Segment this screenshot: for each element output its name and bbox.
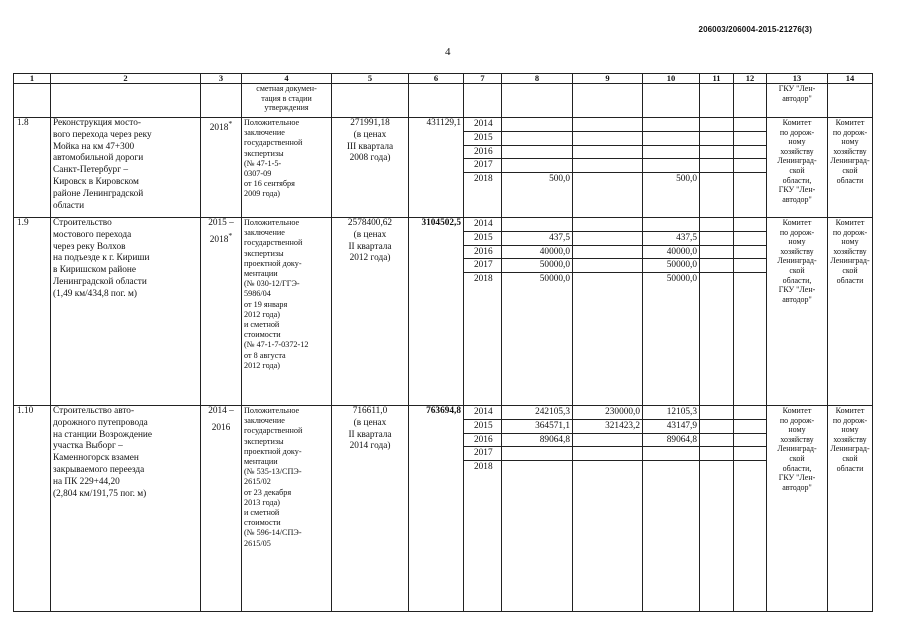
document-number: 206003/206004-2015-21276(3) — [698, 25, 812, 34]
header-cell: 9 — [573, 74, 643, 84]
total-funding-cell — [502, 218, 572, 232]
year-cell: 2017 — [464, 259, 501, 273]
object-name: Строительство авто- дорожного путепровода на станции Возрождение участка Выборг – Каменногорск взамен закрываемого переезда на ПК 229+44,20 (2,804 км/191,75 пог. м) — [51, 406, 201, 612]
header-cell: 12 — [734, 74, 767, 84]
year-cell: 2018 — [474, 274, 493, 285]
year-cell: 2014 — [464, 406, 501, 420]
header-cell: 11 — [700, 74, 734, 84]
total-cost: 763694,8 — [409, 406, 464, 612]
regional-funding-cell: 437,5 — [643, 232, 699, 246]
years-column — [464, 406, 502, 612]
total-funding-cell: 500,0 — [549, 174, 570, 185]
manager-cell: Комитет по дорож- ному хозяйству Ленинград- ской области — [828, 118, 873, 218]
header-cell: 6 — [409, 74, 464, 84]
total-funding-cell: 50000,0 — [502, 259, 572, 273]
estimated-cost: 716611,0 (в ценах II квартала 2014 года) — [332, 406, 409, 612]
regional-funding-cell: 12105,3 — [643, 406, 699, 420]
funding-total-column — [502, 118, 573, 218]
item-number: 1.8 — [14, 118, 51, 218]
funding-local-column — [700, 218, 734, 406]
header-cell: 13 — [767, 74, 828, 84]
table-row — [14, 118, 873, 218]
header-cell: 14 — [828, 74, 873, 84]
total-funding-cell — [502, 132, 572, 146]
continuation-row — [14, 84, 873, 118]
regional-funding-cell — [643, 146, 699, 160]
regional-funding-cell: 500,0 — [676, 174, 697, 185]
manager-cell: Комитет по дорож- ному хозяйству Ленинград- ской области — [828, 406, 873, 612]
approval-status-text: сметная докумен- тация в стадии утверждения — [242, 84, 332, 118]
year-cell: 2015 — [464, 132, 501, 146]
regional-funding-cell — [643, 447, 699, 461]
year-cell: 2017 — [464, 159, 501, 173]
year-cell: 2016 — [464, 246, 501, 260]
federal-funding-cell — [573, 132, 642, 146]
period-note: * — [228, 119, 233, 128]
federal-funding-cell — [573, 246, 642, 260]
regional-funding-cell — [643, 159, 699, 173]
customer-cell: Комитет по дорож- ному хозяйству Ленинград- ской области, ГКУ "Лен- автодор" — [767, 118, 828, 218]
federal-funding-cell — [573, 447, 642, 461]
period-cell — [201, 406, 242, 612]
total-funding-cell: 50000,0 — [539, 274, 570, 285]
header-cell: 10 — [643, 74, 700, 84]
total-cost: 3104502,5 — [409, 218, 464, 406]
period-cell — [201, 118, 242, 218]
total-funding-cell: 437,5 — [502, 232, 572, 246]
regional-funding-cell — [643, 461, 699, 474]
federal-funding-cell — [573, 118, 642, 132]
table-row — [14, 406, 873, 612]
regional-funding-cell — [643, 118, 699, 132]
federal-funding-cell: 321423,2 — [573, 420, 642, 434]
regional-funding-cell: 43147,9 — [643, 420, 699, 434]
regional-funding-cell: 89064,8 — [643, 434, 699, 448]
year-cell: 2014 — [464, 218, 501, 232]
federal-funding-cell — [573, 146, 642, 160]
regional-funding-cell: 40000,0 — [643, 246, 699, 260]
federal-funding-cell — [573, 461, 642, 474]
program-table — [13, 73, 873, 612]
federal-funding-cell — [573, 273, 642, 286]
approval-document: Положительное заключение государственной экспертизы проектной доку- ментации (№ 030-12/ГГЭ- 5986/04 от 19 января 2012 года) и сметной стоимости (№ 47-1-7-0372-12 от 8 августа 2012 года) — [242, 218, 332, 406]
regional-funding-cell: 50000,0 — [666, 274, 697, 285]
item-number: 1.10 — [14, 406, 51, 612]
federal-funding-cell — [573, 434, 642, 448]
customer-cell: ГКУ "Лен- автодор" — [767, 84, 828, 118]
regional-funding-cell — [643, 218, 699, 232]
object-name: Реконструкция мосто- вого перехода через реку Мойка на км 47+300 автомобильной дороги Санкт-Петербург – Кировск в Кировском районе Ленинградской области — [51, 118, 201, 218]
manager-cell: Комитет по дорож- ному хозяйству Ленинград- ской области — [828, 218, 873, 406]
total-funding-cell — [502, 146, 572, 160]
header-row — [14, 74, 873, 84]
header-cell: 7 — [464, 74, 502, 84]
funding-regional-column — [643, 218, 700, 406]
federal-funding-cell — [573, 232, 642, 246]
header-cell: 2 — [51, 74, 201, 84]
approval-document: Положительное заключение государственной экспертизы проектной доку- ментации (№ 535-13/СПЭ- 2615/02 от 23 декабря 2013 года) и сметной стоимости (№ 596-14/СПЭ- 2615/05 — [242, 406, 332, 612]
total-funding-cell — [502, 447, 572, 461]
total-funding-cell — [502, 461, 572, 474]
year-cell: 2015 — [464, 232, 501, 246]
federal-funding-cell — [573, 173, 642, 186]
total-funding-cell: 242105,3 — [502, 406, 572, 420]
year-cell: 2016 — [464, 146, 501, 160]
period-cell — [201, 218, 242, 406]
estimated-cost: 271991,18 (в ценах III квартала 2008 года) — [332, 118, 409, 218]
year-cell: 2015 — [464, 420, 501, 434]
period-text: 2015 – 2018 — [208, 218, 234, 245]
funding-other-column — [734, 218, 767, 406]
years-column — [464, 218, 502, 406]
funding-other-column — [734, 406, 767, 612]
funding-total-column — [502, 406, 573, 612]
total-funding-cell — [502, 159, 572, 173]
funding-regional-column — [643, 406, 700, 612]
header-cell: 4 — [242, 74, 332, 84]
header-cell: 8 — [502, 74, 573, 84]
customer-cell: Комитет по дорож- ному хозяйству Ленинград- ской области, ГКУ "Лен- автодор" — [767, 218, 828, 406]
total-funding-cell: 364571,1 — [502, 420, 572, 434]
page-number: 4 — [445, 46, 451, 58]
customer-cell: Комитет по дорож- ному хозяйству Ленинград- ской области, ГКУ "Лен- автодор" — [767, 406, 828, 612]
period-text: 2014 – 2016 — [208, 406, 234, 433]
total-cost: 431129,1 — [409, 118, 464, 218]
funding-local-column — [700, 406, 734, 612]
federal-funding-cell — [573, 218, 642, 232]
funding-total-column — [502, 218, 573, 406]
total-funding-cell: 40000,0 — [502, 246, 572, 260]
regional-funding-cell: 50000,0 — [643, 259, 699, 273]
header-cell: 3 — [201, 74, 242, 84]
year-cell: 2018 — [474, 174, 493, 185]
year-cell: 2016 — [464, 434, 501, 448]
funding-other-column — [734, 118, 767, 218]
funding-federal-column — [573, 218, 643, 406]
federal-funding-cell — [573, 259, 642, 273]
year-cell: 2018 — [474, 462, 493, 473]
item-number: 1.9 — [14, 218, 51, 406]
funding-federal-column — [573, 118, 643, 218]
years-column — [464, 118, 502, 218]
table-row — [14, 218, 873, 406]
year-cell: 2014 — [464, 118, 501, 132]
estimated-cost: 2578400,62 (в ценах II квартала 2012 года) — [332, 218, 409, 406]
period-note: * — [228, 230, 233, 240]
funding-local-column — [700, 118, 734, 218]
funding-regional-column — [643, 118, 700, 218]
approval-document: Положительное заключение государственной экспертизы (№ 47-1-5- 0307-09 от 16 сентября 2009 года) — [242, 118, 332, 218]
federal-funding-cell: 230000,0 — [573, 406, 642, 420]
regional-funding-cell — [643, 132, 699, 146]
header-cell: 1 — [14, 74, 51, 84]
header-cell: 5 — [332, 74, 409, 84]
federal-funding-cell — [573, 159, 642, 173]
total-funding-cell: 89064,8 — [502, 434, 572, 448]
total-funding-cell — [502, 118, 572, 132]
period-text: 2018 — [209, 123, 229, 134]
funding-federal-column — [573, 406, 643, 612]
year-cell: 2017 — [464, 447, 501, 461]
object-name: Строительство мостового перехода через реку Волхов на подъезде к г. Кириши в Киришском районе Ленинградской области (1,49 км/434,8 пог. м) — [51, 218, 201, 406]
